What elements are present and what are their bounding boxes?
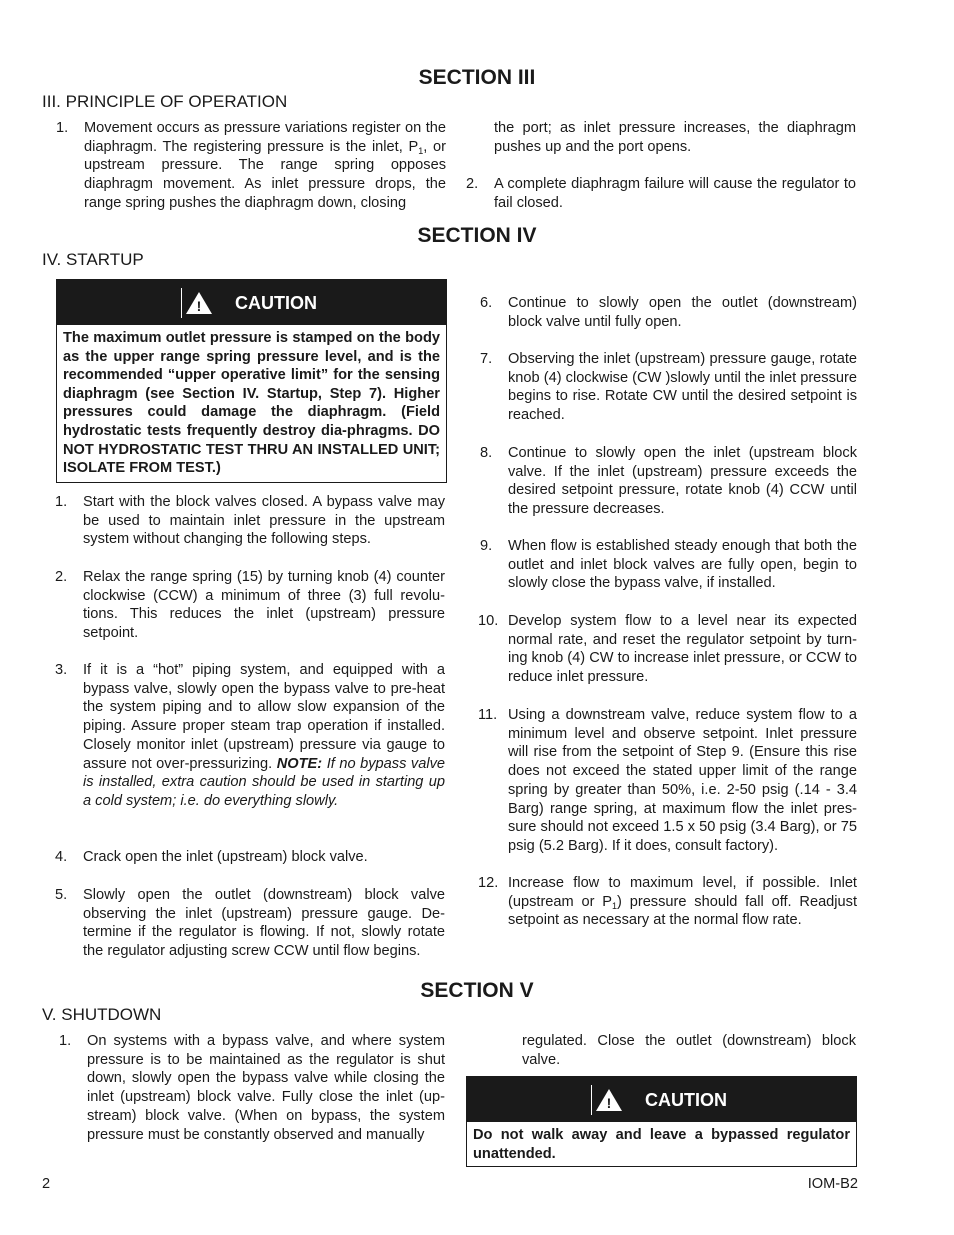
caution-text: The maximum outlet pressure is stamped on the body as the upper range spring pressure level, and is the recommended “upper operative limit” for the sensing diaphragm (see Section IV. Startup, Step 7). Higher pressures could damage the diaphragm. (Field hydrostatic tests frequently destroy dia-phragms. DO NOT HYDROSTATIC TEST THRU AN INSTALLED UNIT; ISOLATE FROM TEST.)	[63, 330, 440, 477]
note-label: NOTE:	[276, 755, 323, 772]
item-text-part-a: Increase flow to maximum level, if possible. Inlet (upstream or P	[508, 875, 857, 910]
item-text: Continue to slowly open the inlet (upstream block valve. If the inlet (upstream) pressure exceeds the desired setpoint pressure, rotate knob (4) CCW until the pressure decreases.	[508, 445, 857, 518]
item-text: A complete diaphragm failure will cause the regulator to fail closed.	[494, 176, 856, 211]
item-number: 9.	[480, 538, 493, 554]
caution-label: CAUTION	[235, 293, 317, 313]
item-text: When flow is established steady enough that both the outlet and inlet block valves are fully open, begin to slowly close the bypass valve, if installed.	[508, 538, 857, 592]
startup-step-7	[480, 350, 857, 425]
section-3-item-2	[466, 175, 856, 212]
item-number: 5.	[55, 887, 68, 903]
section-3-item-1	[56, 119, 446, 213]
startup-step-6	[480, 294, 857, 331]
shutdown-step-1	[59, 1032, 445, 1144]
item-text: Develop system flow to a level near its expected normal rate, and reset the regulator setpoint by turn-ing knob (4) CW to increase inlet pressure, or CCW to reduce inlet pressure.	[508, 613, 857, 686]
startup-step-1	[55, 493, 445, 549]
item-number: 2.	[466, 176, 479, 192]
section-5-heading: V. SHUTDOWN	[42, 1005, 162, 1024]
caution-text: Do not walk away and leave a bypassed regulator unattended.	[473, 1127, 850, 1162]
section-4-heading: IV. STARTUP	[42, 250, 144, 269]
startup-step-8	[480, 444, 857, 519]
item-text: Relax the range spring (15) by turning knob (4) counter clockwise (CCW) a minimum of three (3) full revolu-tions. This reduces the inlet (upstream) pressure setpoint.	[83, 569, 445, 642]
item-number: 1.	[56, 120, 69, 136]
caution-header	[467, 1077, 856, 1122]
caution-box-startup	[56, 279, 447, 483]
item-text: On systems with a bypass valve, and where system pressure is to be maintained as the regulator is shut down, slowly open the bypass valve while closing the inlet (upstream) block valve. Fully close the inlet (up-stream) block valve. (When on bypass, the system pressure must be constantly observed and manually	[87, 1033, 445, 1143]
item-number: 2.	[55, 569, 68, 585]
startup-step-5	[55, 886, 445, 961]
caution-divider	[181, 288, 182, 318]
item-subscript: 1	[612, 900, 618, 911]
item-number: 3.	[55, 662, 68, 678]
page-number: 2	[42, 1176, 51, 1192]
item-number: 4.	[55, 849, 68, 865]
item-text: Crack open the inlet (upstream) block valve.	[83, 849, 368, 865]
section-5-title: SECTION V	[420, 979, 534, 1002]
item-number: 6.	[480, 295, 493, 311]
item-text-part-b: ) pressure should fall off. Readjust setpoint as necessary at the normal flow rate.	[508, 893, 858, 929]
startup-step-4	[55, 848, 445, 867]
caution-label: CAUTION	[645, 1090, 727, 1110]
document-code: IOM-B2	[807, 1176, 858, 1192]
item-text: Continue to slowly open the outlet (downstream) block valve until fully open.	[508, 295, 857, 330]
item-text: Start with the block valves closed. A bypass valve may be used to maintain inlet pressure in the upstream system without changing the following steps.	[83, 494, 445, 548]
shutdown-step-1-continued: regulated. Close the outlet (downstream) block valve.	[522, 1033, 856, 1068]
item-number: 10.	[478, 613, 499, 629]
startup-step-2	[55, 568, 445, 643]
startup-step-9	[480, 537, 857, 593]
item-text: Using a downstream valve, reduce system flow to a minimum level and observe setpoint. Inlet pressure will rise from the setpoint of Step 9. (Ensure this rise does not exceed the stated upper limit of the range spring by greater than 50%, i.e. 2-50 psig (.14 - 3.4 Barg) range spring, at maximum flow the inlet pres-sure should not exceed 1.5 x 50 psig (3.4 Barg), or 75 psig (5.2 Barg). If it does, consult factory).	[508, 707, 857, 854]
item-number: 8.	[480, 445, 493, 461]
item-number: 7.	[480, 351, 493, 367]
exclamation-icon: !	[196, 298, 202, 314]
item-number: 12.	[478, 875, 499, 891]
startup-step-10	[478, 612, 857, 687]
item-text-part-a: Movement occurs as pressure variations register on the diaphragm. The registering pressure is the inlet, P	[84, 120, 446, 155]
item-text: Observing the inlet (upstream) pressure gauge, rotate knob (4) clockwise (CW )slowly until the inlet pressure begins to rise. Rotate CW until the desired setpoint is reached.	[508, 351, 857, 424]
section-4-title: SECTION IV	[417, 224, 537, 247]
startup-step-11	[478, 706, 857, 856]
item-text: Slowly open the outlet (downstream) block valve observing the inlet (upstream) pressure gauge. De-termine if the regulator is flowing. If not, slowly rotate the regulator adjusting screw CCW until flow begins.	[83, 887, 445, 960]
section-3-heading: III. PRINCIPLE OF OPERATION	[42, 92, 288, 111]
startup-step-12	[478, 874, 858, 930]
caution-divider	[591, 1085, 592, 1115]
item-number: 1.	[59, 1033, 72, 1049]
item-number: 1.	[55, 494, 68, 510]
note-text: If no bypass valve is installed, extra caution should be used in starting up a cold system; i.e. do everything slowly.	[83, 755, 445, 809]
exclamation-icon: !	[606, 1095, 612, 1111]
section-3-item-1-continued: the port; as inlet pressure increases, the diaphragm pushes up and the port opens.	[494, 120, 856, 155]
item-text-part-b: , or upstream pressure. The range spring opposes diaphragm movement. As inlet pressure drops, the range spring pushes the diaphragm down, closing	[84, 138, 446, 211]
item-subscript: 1	[418, 145, 424, 156]
section-3-title: SECTION III	[418, 66, 536, 89]
startup-step-3	[55, 661, 445, 811]
item-number: 11.	[478, 707, 498, 723]
item-text: If it is a “hot” piping system, and equipped with a bypass valve, slowly open the bypass valve to pre-heat the system piping and to allow slow expansion of the piping. Assure proper steam trap operation if installed. Closely monitor inlet (upstream) pressure via gauge to assure not over-pressurizing.	[83, 662, 445, 772]
caution-box-shutdown	[466, 1076, 857, 1167]
caution-header	[57, 280, 446, 325]
